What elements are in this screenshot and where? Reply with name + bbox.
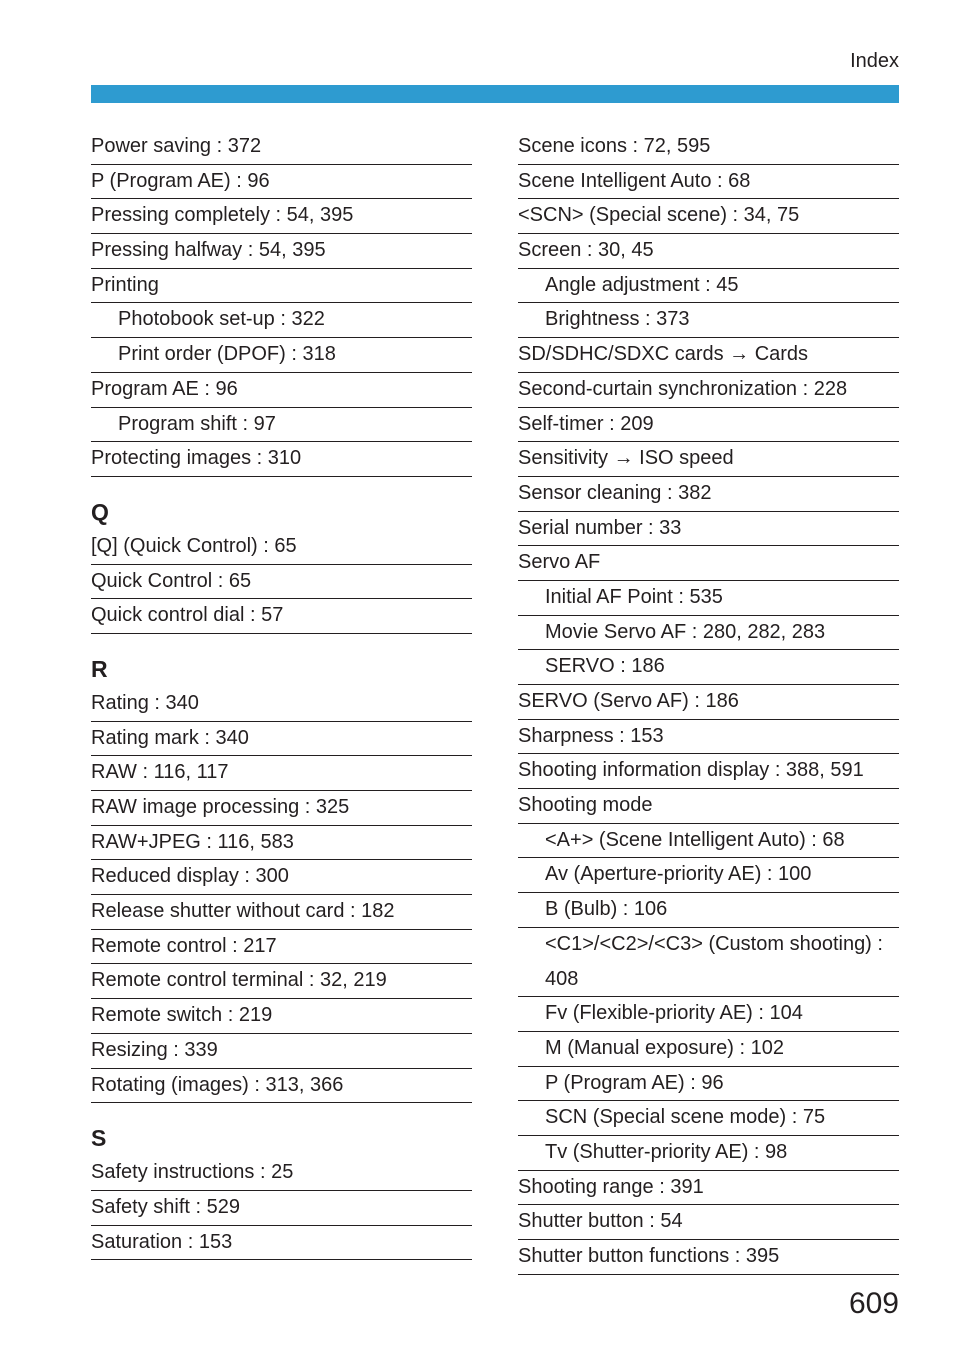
index-entry: Shutter button functions : 395: [518, 1240, 899, 1275]
index-subentry: Movie Servo AF : 280, 282, 283: [518, 616, 899, 651]
index-entry: Remote control : 217: [91, 930, 472, 965]
index-subentry: Av (Aperture-priority AE) : 100: [518, 858, 899, 893]
index-entry: Resizing : 339: [91, 1034, 472, 1069]
index-subentry: P (Program AE) : 96: [518, 1067, 899, 1102]
index-entry: Serial number : 33: [518, 512, 899, 547]
index-entry: Scene icons : 72, 595: [518, 130, 899, 165]
index-group-r: [91, 687, 472, 1103]
index-subentry: Angle adjustment : 45: [518, 269, 899, 304]
page-number: 609: [848, 1287, 899, 1320]
index-subentry: Program shift : 97: [91, 408, 472, 443]
index-subentry: Brightness : 373: [518, 303, 899, 338]
index-entry: Reduced display : 300: [91, 860, 472, 895]
index-group-p: [91, 130, 472, 477]
index-entry: SERVO (Servo AF) : 186: [518, 685, 899, 720]
index-entry: Remote control terminal : 32, 219: [91, 964, 472, 999]
index-entry: Scene Intelligent Auto : 68: [518, 165, 899, 200]
index-column-left: [91, 130, 472, 1260]
index-entry: Program AE : 96: [91, 373, 472, 408]
index-subentry: 408: [518, 963, 899, 998]
index-subentry: Print order (DPOF) : 318: [91, 338, 472, 373]
index-letter-heading-r: R: [91, 655, 108, 682]
index-subentry: B (Bulb) : 106: [518, 893, 899, 928]
index-entry: SD/SDHC/SDXC cards → Cards: [518, 338, 899, 373]
index-subentry: Fv (Flexible-priority AE) : 104: [518, 997, 899, 1032]
index-entry: Sharpness : 153: [518, 720, 899, 755]
index-entry: [Q] (Quick Control) : 65: [91, 530, 472, 565]
index-entry: Self-timer : 209: [518, 408, 899, 443]
index-entry: Shooting mode: [518, 789, 899, 824]
index-letter-heading-q: Q: [91, 498, 109, 525]
index-group-s: [91, 1156, 472, 1260]
index-subentry: Photobook set-up : 322: [91, 303, 472, 338]
index-entry: Saturation : 153: [91, 1226, 472, 1261]
index-entry: Sensor cleaning : 382: [518, 477, 899, 512]
index-entry: Shooting range : 391: [518, 1171, 899, 1206]
index-entry: Protecting images : 310: [91, 442, 472, 477]
index-entry: Rating mark : 340: [91, 722, 472, 757]
index-entry: RAW : 116, 117: [91, 756, 472, 791]
index-entry: Rating : 340: [91, 687, 472, 722]
index-entry: Quick Control : 65: [91, 565, 472, 600]
index-entry: Safety shift : 529: [91, 1191, 472, 1226]
index-entry: Safety instructions : 25: [91, 1156, 472, 1191]
index-entry: P (Program AE) : 96: [91, 165, 472, 200]
index-entry: Quick control dial : 57: [91, 599, 472, 634]
index-entry: Printing: [91, 269, 472, 304]
index-entry: Servo AF: [518, 546, 899, 581]
index-entry: RAW image processing : 325: [91, 791, 472, 826]
index-entry: Release shutter without card : 182: [91, 895, 472, 930]
index-entry: Sensitivity → ISO speed: [518, 442, 899, 477]
index-subentry: Initial AF Point : 535: [518, 581, 899, 616]
index-subentry: M (Manual exposure) : 102: [518, 1032, 899, 1067]
index-entry: Screen : 30, 45: [518, 234, 899, 269]
header-accent-bar: [91, 85, 899, 103]
index-entry: Pressing completely : 54, 395: [91, 199, 472, 234]
index-entry: Power saving : 372: [91, 130, 472, 165]
index-letter-heading-s: S: [91, 1125, 107, 1152]
index-entry: Second-curtain synchronization : 228: [518, 373, 899, 408]
index-entry: Remote switch : 219: [91, 999, 472, 1034]
index-entry: Shutter button : 54: [518, 1205, 899, 1240]
index-entry: Rotating (images) : 313, 366: [91, 1069, 472, 1104]
index-entry: Shooting information display : 388, 591: [518, 754, 899, 789]
index-section-label: Index: [850, 50, 899, 72]
index-entry: Pressing halfway : 54, 395: [91, 234, 472, 269]
index-entry: RAW+JPEG : 116, 583: [91, 826, 472, 861]
index-subentry: SCN (Special scene mode) : 75: [518, 1101, 899, 1136]
index-group-q: [91, 530, 472, 634]
index-subentry: <A+> (Scene Intelligent Auto) : 68: [518, 824, 899, 859]
index-group-s-continued: [518, 130, 899, 1275]
index-entry: <SCN> (Special scene) : 34, 75: [518, 199, 899, 234]
index-column-right: [518, 130, 899, 1275]
index-subentry: <C1>/<C2>/<C3> (Custom shooting) :: [545, 932, 883, 955]
index-subentry: SERVO : 186: [518, 650, 899, 685]
index-subentry: Tv (Shutter-priority AE) : 98: [518, 1136, 899, 1171]
